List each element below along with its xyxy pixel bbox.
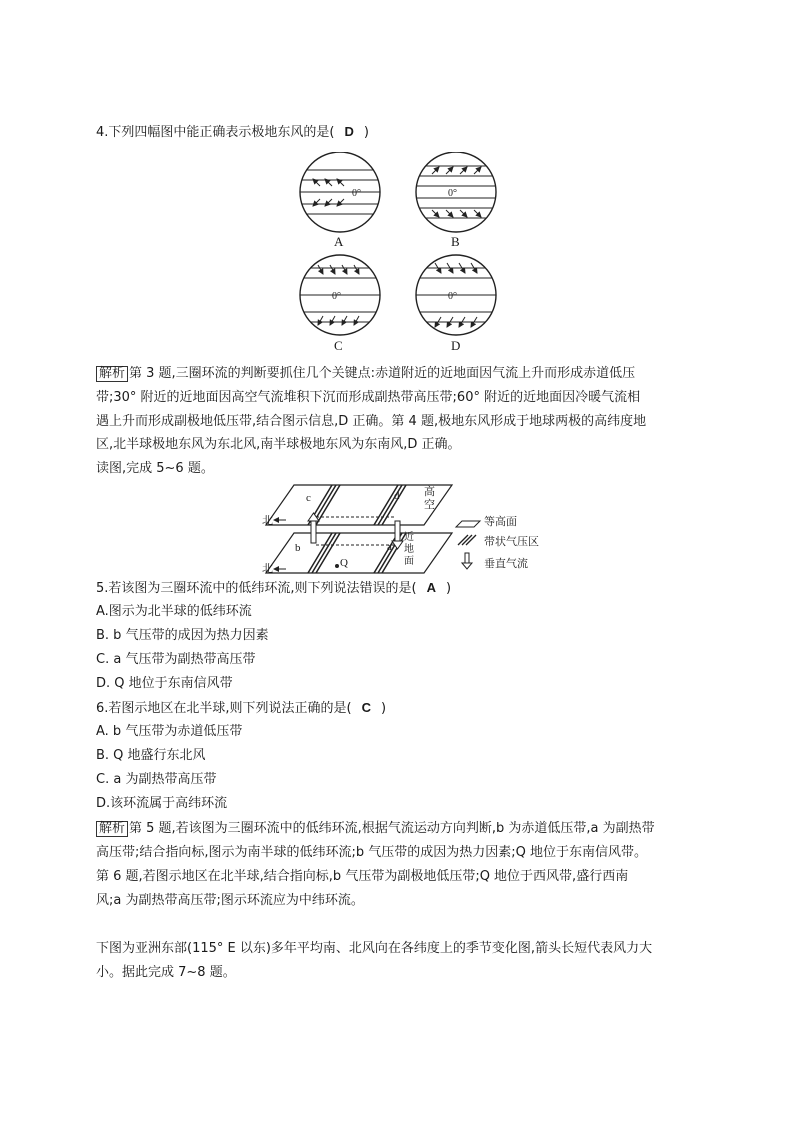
analysis2-line1-text: 第 5 题,若该图为三圈环流中的低纬环流,根据气流运动方向判断,b 为赤道低压带,a 为副热带 <box>129 821 655 836</box>
label-c: C <box>334 338 343 353</box>
q6-option-a: A. b 气压带为赤道低压带 <box>96 724 243 739</box>
analysis-tag: 解析 <box>96 366 128 382</box>
diagram-label-ground: 近地面 <box>404 532 414 567</box>
q4-stem-close: ) <box>363 125 369 140</box>
diagram-label-north-top: 北 <box>262 515 273 527</box>
legend-isobaric-surface: 等高面 <box>484 515 517 528</box>
circle-a <box>290 152 390 232</box>
q4-stem <box>96 124 369 141</box>
diagram-label-north-bottom: 北 <box>262 563 273 575</box>
circle-d <box>406 255 506 335</box>
intro78-line1: 下图为亚洲东部(115° E 以东)多年平均南、北风向在各纬度上的季节变化图,箭头长短代表风力大 <box>96 941 653 956</box>
q5-option-c: C. a 气压带为副热带高压带 <box>96 652 256 667</box>
read-map-instruction: 读图,完成 5~6 题。 <box>96 461 214 476</box>
analysis1-line1 <box>96 366 635 382</box>
q6-answer: C <box>361 700 371 715</box>
q6-stem-close: ) <box>381 701 387 716</box>
q6-option-c: C. a 为副热带高压带 <box>96 772 217 787</box>
circle-c <box>290 255 390 335</box>
analysis1-line1-text: 第 3 题,三圈环流的判断要抓住几个关键点:赤道附近的近地面因气流上升而形成赤道低压 <box>129 366 636 381</box>
q4-stem-text: 4.下列四幅图中能正确表示极地东风的是( <box>96 125 335 140</box>
intro78-line2: 小。据此完成 7~8 题。 <box>96 965 236 980</box>
circle-b <box>406 152 506 232</box>
circle-b-equator: 0° <box>448 188 457 199</box>
circle-a-equator: 0° <box>352 188 361 199</box>
circle-c-equator: 0° <box>332 291 341 302</box>
q6-option-d: D.该环流属于高纬环流 <box>96 796 228 811</box>
analysis1-line2: 带;30° 附近的近地面因高空气流堆积下沉而形成副热带高压带;60° 附近的近地面因冷暖气流相 <box>96 390 641 405</box>
circle-d-equator: 0° <box>448 291 457 302</box>
q5-stem-text: 5.若该图为三圈环流中的低纬环流,则下列说法错误的是( <box>96 581 417 596</box>
legend-vertical-flow: 垂直气流 <box>484 557 528 570</box>
q5-option-a: A.图示为北半球的低纬环流 <box>96 604 252 619</box>
q6-option-b: B. Q 地盛行东北风 <box>96 748 206 763</box>
analysis1-line3: 遇上升而形成副极地低压带,结合图示信息,D 正确。第 4 题,极地东风形成于地球两极的高纬度地 <box>96 414 647 429</box>
q6-stem-text: 6.若图示地区在北半球,则下列说法正确的是( <box>96 701 352 716</box>
analysis2-tag: 解析 <box>96 821 128 837</box>
diagram-label-c: c <box>306 492 311 504</box>
wind-circles-figure <box>290 152 510 352</box>
analysis2-line1 <box>96 821 655 837</box>
diagram-label-a: a <box>387 541 392 553</box>
q5-option-b: B. b 气压带的成因为热力因素 <box>96 628 269 643</box>
diagram-label-b: b <box>295 542 301 554</box>
q5-option-d: D. Q 地位于东南信风带 <box>96 676 233 691</box>
q6-stem <box>96 700 386 717</box>
analysis2-line4: 风;a 为副热带高压带;图示环流应为中纬环流。 <box>96 893 364 908</box>
q5-answer: A <box>426 580 436 595</box>
diagram-label-high-altitude: 高空 <box>424 486 435 511</box>
diagram-label-q: Q <box>340 557 348 569</box>
label-a: A <box>334 234 344 249</box>
analysis1-line4: 区,北半球极地东风为东北风,南半球极地东风为东南风,D 正确。 <box>96 437 461 452</box>
label-d: D <box>451 338 461 353</box>
label-b: B <box>451 234 460 249</box>
q4-answer: D <box>344 124 354 139</box>
analysis2-line3: 第 6 题,若图示地区在北半球,结合指向标,b 气压带为副极地低压带;Q 地位于西风带,盛行西南 <box>96 869 629 884</box>
diagram-label-d: d <box>394 490 400 502</box>
q5-stem-close: ) <box>446 581 452 596</box>
legend-pressure-belt: 带状气压区 <box>484 535 539 548</box>
q5-stem <box>96 580 451 597</box>
analysis2-line2: 高压带;结合指向标,图示为南半球的低纬环流;b 气压带的成因为热力因素;Q 地位于东南信风带。 <box>96 845 648 860</box>
